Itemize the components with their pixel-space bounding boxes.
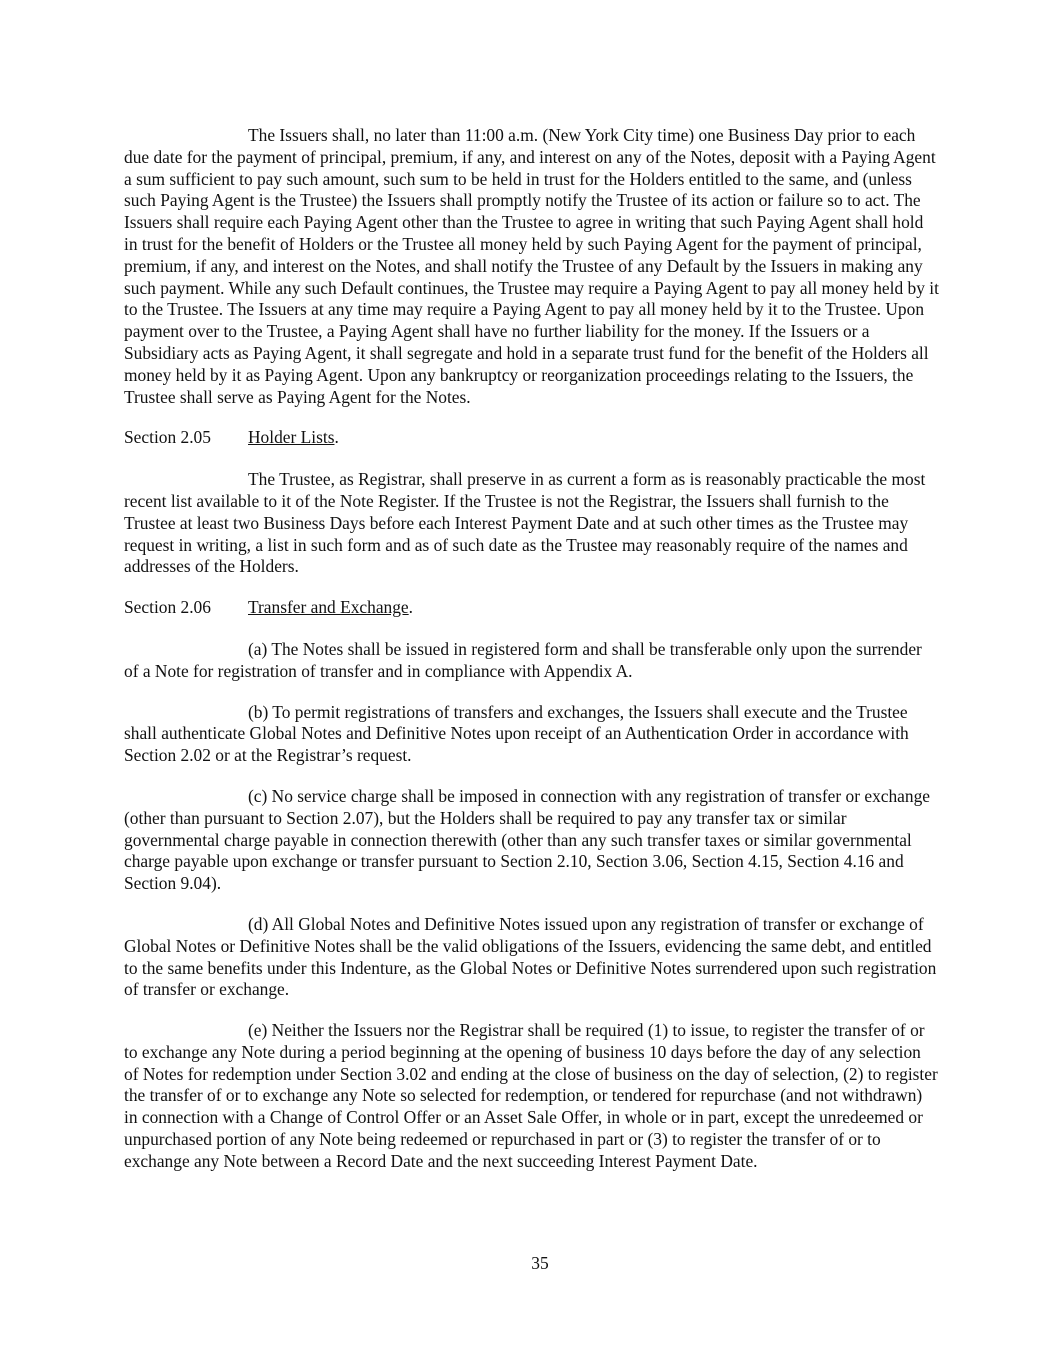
- section-number: Section 2.06: [124, 597, 211, 618]
- clause-c-paragraph: (c) No service charge shall be imposed in connection with any registration of transfer or exchange (other than pursuant to Section 2.07), but the Holders shall be required to pay any transfer tax or similar governmental charge payable in connection therewith (other than any such transfer taxes or similar governmental charge payable upon exchange or transfer pursuant to Section 2.10, Section 3.06, Section 4.15, Section 4.16 and Section 9.04).: [124, 785, 931, 894]
- section-title: Transfer and Exchange: [248, 597, 409, 618]
- section-2-05-heading: [124, 427, 939, 449]
- document-body: [124, 125, 939, 1192]
- clause-d-paragraph: (d) All Global Notes and Definitive Notes issued upon any registration of transfer or exchange of Global Notes or Definitive Notes shall be the valid obligations of the Issuers, evidencing the same debt, and entitled to the same benefits under this Indenture, as the Global Notes or Definitive Notes surrendered upon such registration of transfer or exchange.: [124, 913, 937, 1000]
- section-2-06-heading: [124, 597, 939, 619]
- section-title-period: .: [334, 427, 339, 448]
- section-number: Section 2.05: [124, 427, 211, 448]
- paying-agent-paragraph: The Issuers shall, no later than 11:00 a.m. (New York City time) one Business Day prior to each due date for the payment of principal, premium, if any, and interest on any of the Notes, deposit with a Paying Agent a sum sufficient to pay such amount, such sum to be held in trust for the Holders entitled to the same, and (unless such Paying Agent is the Trustee) the Issuers shall promptly notify the Trustee of its action or failure so to act. The Issuers shall require each Paying Agent other than the Trustee to agree in writing that such Paying Agent shall hold in trust for the benefit of Holders or the Trustee all money held by such Paying Agent for the payment of principal, premium, if any, and interest on the Notes, and shall notify the Trustee of any Default by the Issuers in making any such payment. While any such Default continues, the Trustee may require a Paying Agent to pay all money held by it to the Trustee. The Issuers at any time may require a Paying Agent to pay all money held by it to the Trustee. Upon payment over to the Trustee, a Paying Agent shall have no further liability for the money. If the Issuers or a Subsidiary acts as Paying Agent, it shall segregate and hold in a separate trust fund for the benefit of the Holders all money held by it as Paying Agent. Upon any bankruptcy or reorganization proceedings relating to the Issuers, the Trustee shall serve as Paying Agent for the Notes.: [124, 125, 939, 407]
- clause-a-paragraph: (a) The Notes shall be issued in registered form and shall be transferable only upon the surrender of a Note for registration of transfer and in compliance with Appendix A.: [124, 638, 922, 681]
- section-title: Holder Lists: [248, 427, 335, 448]
- clause-e-paragraph: (e) Neither the Issuers nor the Registrar shall be required (1) to issue, to register the transfer of or to exchange any Note during a period beginning at the opening of business 10 days before the day of any selection of Notes for redemption under Section 3.02 and ending at the close of business on the day of selection, (2) to register the transfer of or to exchange any Note so selected for redemption, or tendered for repurchase (and not withdrawn) in connection with a Change of Control Offer or an Asset Sale Offer, in whole or in part, except the unredeemed or unpurchased portion of any Note being redeemed or repurchased in part or (3) to register the transfer of or to exchange any Note between a Record Date and the next succeeding Interest Payment Date.: [124, 1020, 938, 1171]
- clause-b-paragraph: (b) To permit registrations of transfers and exchanges, the Issuers shall execute and the Trustee shall authenticate Global Notes and Definitive Notes upon receipt of an Authentication Order in accordance with Section 2.02 or at the Registrar’s request.: [124, 701, 909, 766]
- section-title-period: .: [408, 597, 414, 618]
- holder-lists-paragraph: The Trustee, as Registrar, shall preserve in as current a form as is reasonably practicable the most recent list available to it of the Note Register. If the Trustee is not the Registrar, the Issuers shall furnish to the Trustee at least two Business Days before each Interest Payment Date and at such other times as the Trustee may request in writing, a list in such form and as of such date as the Trustee may reasonably require of the names and addresses of the Holders.: [124, 469, 926, 577]
- page-number: 35: [531, 1253, 549, 1273]
